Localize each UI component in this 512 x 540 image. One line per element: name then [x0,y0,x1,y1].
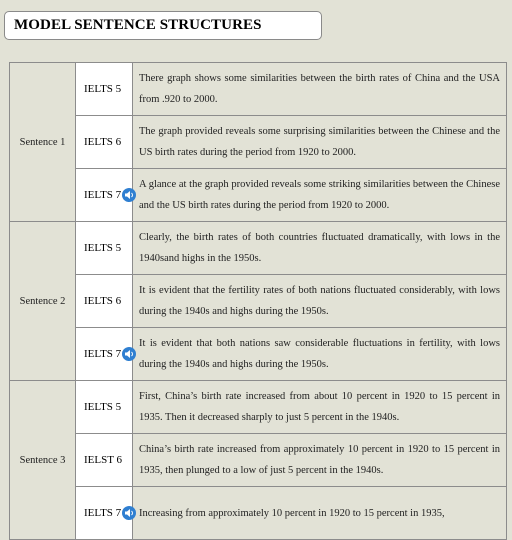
sentence-label: Sentence 1 [10,63,76,222]
model-sentence: It is evident that the fertility rates of both nations fluctuated considerably, with lows during the 1940s and highs during the 1950s. [133,275,507,328]
model-sentence: A glance at the graph provided reveals some striking similarities between the Chinese and the US birth rates during the period from 1920 to 2000. [133,169,507,222]
level-label: IELTS 7 [76,328,133,381]
table-row [10,381,507,434]
table-row [10,116,507,169]
model-sentence: Clearly, the birth rates of both countries fluctuated dramatically, with lows in the 1940sand highs in the 1950s. [133,222,507,275]
model-sentence: It is evident that both nations saw considerable fluctuations in fertility, with lows during the 1940s and highs during the 1950s. [133,328,507,381]
table-row [10,328,507,381]
sentence-label: Sentence 2 [10,222,76,381]
table-row [10,487,507,540]
table-row [10,169,507,222]
level-label: IELTS 6 [76,275,133,328]
model-sentence: There graph shows some similarities between the birth rates of China and the USA from .920 to 2000. [133,63,507,116]
level-label: IELTS 6 [76,116,133,169]
level-label: IELTS 5 [76,381,133,434]
level-label: IELTS 5 [76,222,133,275]
speaker-icon[interactable] [122,347,136,361]
model-sentence: China’s birth rate increased from approximately 10 percent in 1920 to 15 percent in 1935, then plunged to a low of just 5 percent in the 1940s. [133,434,507,487]
table-row [10,222,507,275]
table-row [10,434,507,487]
level-label: IELST 6 [76,434,133,487]
table-row [10,275,507,328]
speaker-icon[interactable] [122,506,136,520]
sentence-label: Sentence 3 [10,381,76,540]
speaker-icon[interactable] [122,188,136,202]
page-title: MODEL SENTENCE STRUCTURES [4,11,322,40]
model-sentence: The graph provided reveals some surprising similarities between the Chinese and the US birth rates during the period from 1920 to 2000. [133,116,507,169]
level-label: IELTS 7 [76,487,133,540]
level-label: IELTS 7 [76,169,133,222]
level-label: IELTS 5 [76,63,133,116]
table-row [10,63,507,116]
model-sentence: Increasing from approximately 10 percent in 1920 to 15 percent in 1935, [133,487,507,540]
model-sentence: First, China’s birth rate increased from about 10 percent in 1920 to 15 percent in 1935. Then it decreased sharply to just 5 percent in the 1940s. [133,381,507,434]
sentence-structure-table [9,62,507,540]
